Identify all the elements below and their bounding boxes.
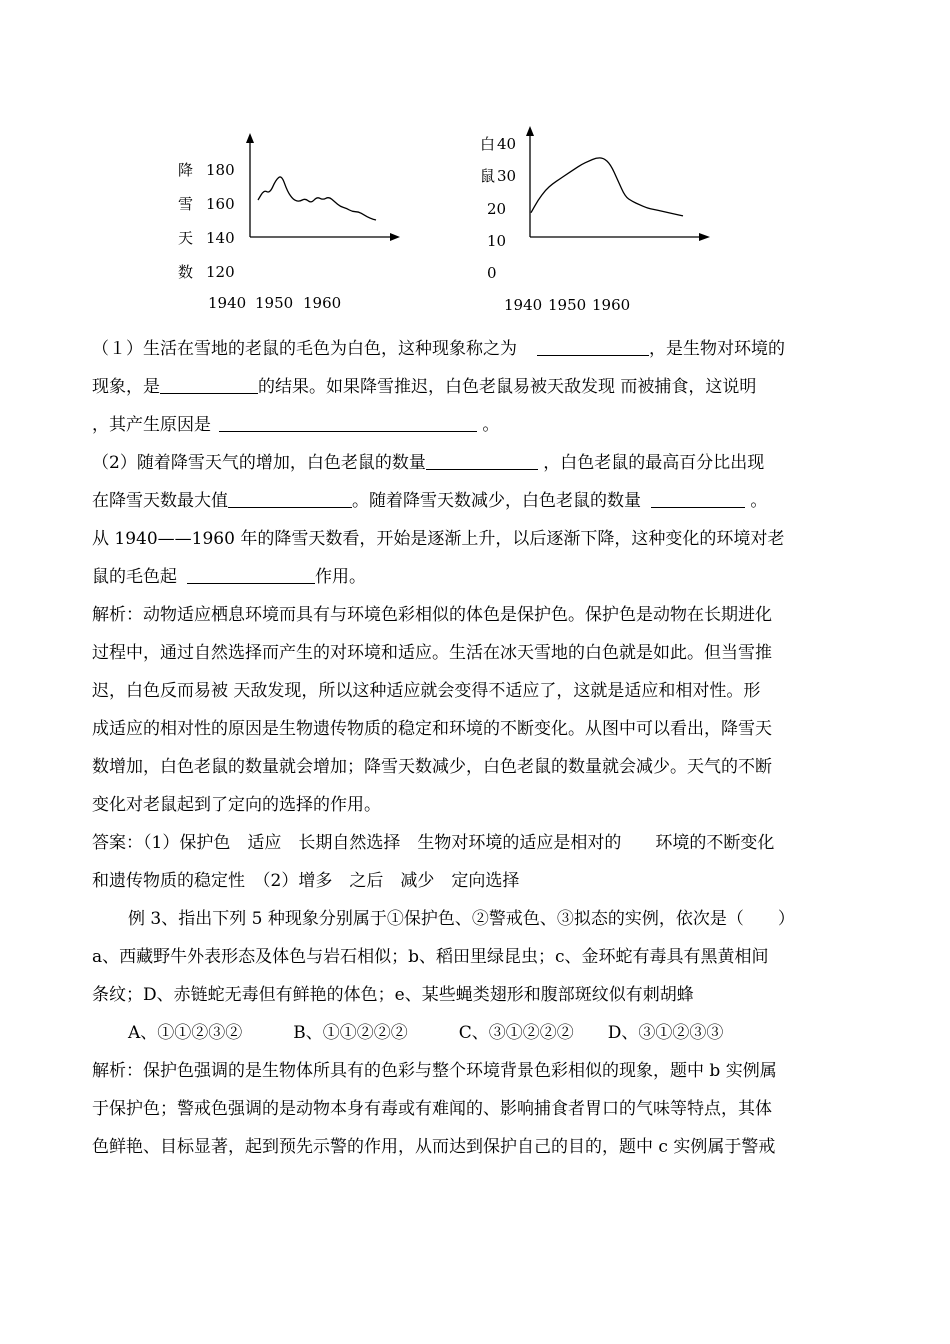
text-line xyxy=(92,406,872,444)
ylabel-char: 天 xyxy=(178,229,194,247)
ylabel-char: 白 xyxy=(480,135,496,153)
text-line: 于保护色；警戒色强调的是动物本身有毒或有难闻的、影响捕食者胃口的气味等特点，其体 xyxy=(92,1099,772,1119)
y-axis-arrow xyxy=(246,133,254,143)
answer-blank xyxy=(160,373,258,394)
text-run: ，是生物对环境的 xyxy=(649,339,785,359)
text-line: 解析：保护色强调的是生物体所具有的色彩与整个环境背景色彩相似的现象，题中 b 实例属 xyxy=(92,1061,777,1081)
ylabel-char: 数 xyxy=(178,263,194,281)
y-tick-label: 30 xyxy=(497,167,517,185)
x-axis-arrow xyxy=(699,233,710,241)
white-mouse-chart-svg xyxy=(478,120,723,320)
y-tick-label: 0 xyxy=(487,264,497,282)
answer-blank xyxy=(651,487,745,508)
text-run: 鼠的毛色起 xyxy=(92,567,177,587)
text-line: 数增加，白色老鼠的数量就会增加；降雪天数减少，白色老鼠的数量就会减少。天气的不断 xyxy=(92,757,772,777)
x-axis-arrow xyxy=(390,233,400,241)
text-run: 作用。 xyxy=(315,567,366,587)
y-tick-label: 160 xyxy=(206,195,235,213)
text-line: a、西藏野牛外表形态及体色与岩石相似；b、稻田里绿昆虫；c、金环蛇有毒具有黑黄相间 xyxy=(92,947,769,967)
text-line xyxy=(92,444,872,482)
y-tick-label: 180 xyxy=(206,161,235,179)
text-run: 。 xyxy=(745,491,768,511)
snowfall-chart-svg xyxy=(170,125,410,320)
text-line: A、①①②③② B、①①②②② C、③①②②② D、③①②③③ xyxy=(128,1023,724,1043)
white-mouse-series-line xyxy=(531,158,683,216)
text-run: ，其产生原因是 xyxy=(92,415,211,435)
text-run: （2）随着降雪天气的增加，白色老鼠的数量 xyxy=(92,453,426,473)
text-line: 例 3、指出下列 5 种现象分别属于①保护色、②警戒色、③拟态的实例，依次是（ ） xyxy=(128,909,795,929)
snowfall-series-line xyxy=(258,177,376,220)
x-tick-label: 1940 xyxy=(208,294,247,312)
x-tick-label: 1950 xyxy=(548,296,587,314)
text-line: 和遗传物质的稳定性 （2）增多 之后 减少 定向选择 xyxy=(92,871,520,891)
y-tick-label: 120 xyxy=(206,263,235,281)
text-run: （１）生活在雪地的老鼠的毛色为白色，这种现象称之为 xyxy=(92,339,517,359)
text-run: 在降雪天数最大值 xyxy=(92,491,228,511)
text-line: 条纹；D、赤链蛇无毒但有鲜艳的体色；e、某些蝇类翅形和腹部斑纹似有刺胡蜂 xyxy=(92,985,694,1005)
text-line: 成适应的相对性的原因是生物遗传物质的稳定和环境的不断变化。从图中可以看出，降雪天 xyxy=(92,719,772,739)
y-axis-arrow xyxy=(526,126,534,136)
text-line xyxy=(92,482,872,520)
text-line: 色鲜艳、目标显著，起到预先示警的作用，从而达到保护自己的目的，题中 c 实例属于警戒 xyxy=(92,1137,776,1157)
text-line xyxy=(92,558,872,596)
text-line: 解析：动物适应栖息环境而具有与环境色彩相似的体色是保护色。保护色是动物在长期进化 xyxy=(92,605,772,625)
y-tick-label: 20 xyxy=(487,200,507,218)
answer-blank xyxy=(537,335,649,356)
y-tick-label: 10 xyxy=(487,232,507,250)
text-run: 现象，是 xyxy=(92,377,160,397)
text-line: 从 1940——1960 年的降雪天数看，开始是逐渐上升，以后逐渐下降，这种变化的环境对老 xyxy=(92,529,785,549)
x-tick-label: 1950 xyxy=(255,294,294,312)
x-tick-label: 1960 xyxy=(592,296,631,314)
text-run: 的结果。如果降雪推迟，白色老鼠易被天敌发现 而被捕食，这说明 xyxy=(258,377,757,397)
ylabel-char: 鼠 xyxy=(480,167,496,185)
text-run: ，白色老鼠的最高百分比出现 xyxy=(537,453,765,473)
text-line: 迟，白色反而易被 天敌发现，所以这种适应就会变得不适应了，这就是适应和相对性。形 xyxy=(92,681,761,701)
answer-blank xyxy=(187,563,315,584)
text-line xyxy=(92,330,872,368)
text-line: 变化对老鼠起到了定向的选择的作用。 xyxy=(92,795,381,815)
ylabel-char: 雪 xyxy=(178,195,194,213)
answer-blank xyxy=(228,487,352,508)
y-tick-label: 40 xyxy=(497,135,517,153)
y-tick-label: 140 xyxy=(206,229,235,247)
answer-blank xyxy=(426,449,538,470)
x-tick-label: 1960 xyxy=(303,294,342,312)
text-line: 答案：（1）保护色 适应 长期自然选择 生物对环境的适应是相对的 环境的不断变化 xyxy=(92,833,775,853)
ylabel-char: 降 xyxy=(178,161,194,179)
text-line: 过程中，通过自然选择而产生的对环境和适应。生活在冰天雪地的白色就是如此。但当雪推 xyxy=(92,643,772,663)
snowfall-chart xyxy=(170,125,410,320)
answer-blank xyxy=(219,411,477,432)
text-run: 。随着降雪天数减少，白色老鼠的数量 xyxy=(352,491,641,511)
text-line xyxy=(92,368,872,406)
document-body xyxy=(92,330,872,1166)
x-tick-label: 1940 xyxy=(504,296,543,314)
text-run: 。 xyxy=(477,415,500,435)
white-mouse-chart xyxy=(478,120,723,320)
